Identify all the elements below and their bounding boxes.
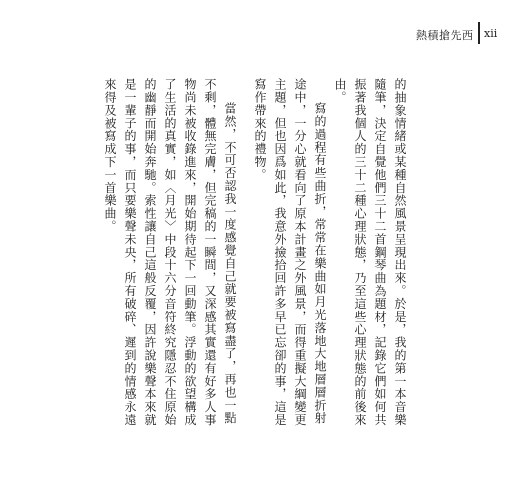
header-divider bbox=[478, 22, 480, 44]
page-number: xii bbox=[484, 27, 498, 40]
body-text bbox=[90, 78, 410, 433]
paragraph-3: 當然，不可否認我一度感覺自己就要被寫盡了，再也一點不剩，體無完膚，但完稿的一瞬間，又深感其實還有好多人事物尚未被收錄進來，開始期待起下一回動筆。浮動的欲望構成了生活的真實，如〈月光〉中段十六分音符終究隱忍不住原始的幽靜而開始奔馳。索性讓自己這般反覆，因許說樂聲本來就是一輩子的事，而只要樂聲未央，所有破碎、遲到的情感永遠來得及被寫成下一首樂曲。 bbox=[103, 78, 237, 427]
running-header-title: 熱積搶先西 bbox=[416, 29, 474, 42]
paragraph-1: 的抽象情緒或某種自然風景呈現出來。於是，我的第一本音樂隨筆，決定自覺他們三十二首鋼琴曲為題材，記錄它們如何共振著我個人的三十二種心理狀態，乃至這些心理狀態的前後來由。 bbox=[333, 78, 407, 427]
paragraph-2: 寫的過程有些曲折，常常在樂曲如月光落地大地層層折射途中，一分心就看向了原本計畫之外風景，而得重擬大綱變更主題，但也因爲如此，我意外撿拾回許多早已忘卻的事，這是寫作帶來的禮物。 bbox=[253, 78, 327, 427]
